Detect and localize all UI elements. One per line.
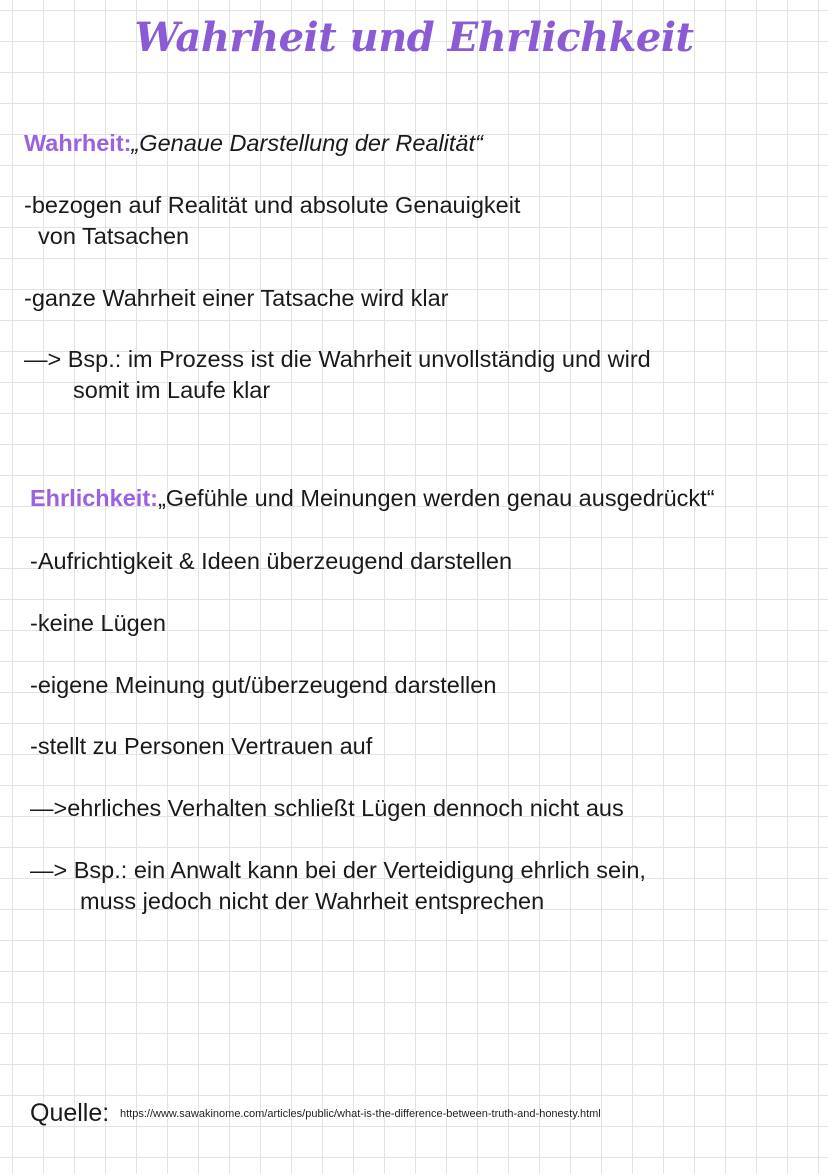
- wahrheit-heading: [24, 128, 483, 159]
- source-label: Quelle:: [30, 1099, 110, 1127]
- wahrheit-point-2: -ganze Wahrheit einer Tatsache wird klar: [24, 285, 449, 311]
- source-url: https://www.sawakinome.com/articles/public/what-is-the-difference-between-truth-and-honesty.html: [120, 1108, 601, 1120]
- ehrlichkeit-point-1: -Aufrichtigkeit & Ideen überzeugend darstellen: [30, 548, 513, 574]
- wahrheit-term: Wahrheit:: [24, 130, 132, 156]
- ehrlichkeit-example-line-1: —> Bsp.: ein Anwalt kann bei der Verteidigung ehrlich sein,: [30, 857, 646, 883]
- wahrheit-point-1-line-2: von Tatsachen: [38, 223, 190, 249]
- wahrheit-example-line-2: somit im Laufe klar: [73, 377, 271, 403]
- wahrheit-example-line-1: —> Bsp.: im Prozess ist die Wahrheit unvollständig und wird: [24, 346, 651, 372]
- wahrheit-point-1-line-1: -bezogen auf Realität und absolute Genauigkeit: [24, 192, 521, 218]
- wahrheit-definition: „Genaue Darstellung der Realität“: [131, 130, 483, 156]
- ehrlichkeit-point-2: -keine Lügen: [30, 610, 166, 636]
- ehrlichkeit-point-4: -stellt zu Personen Vertrauen auf: [30, 733, 373, 759]
- ehrlichkeit-point-5: —>ehrliches Verhalten schließt Lügen dennoch nicht aus: [30, 795, 624, 821]
- ehrlichkeit-example-line-2: muss jedoch nicht der Wahrheit entsprechen: [80, 888, 545, 914]
- ehrlichkeit-heading: [30, 483, 715, 514]
- ehrlichkeit-point-3: -eigene Meinung gut/überzeugend darstellen: [30, 672, 497, 698]
- ehrlichkeit-definition: „Gefühle und Meinungen werden genau ausgedrückt“: [157, 485, 715, 511]
- ehrlichkeit-term: Ehrlichkeit:: [30, 485, 158, 511]
- page-title: Wahrheit und Ehrlichkeit: [134, 14, 694, 61]
